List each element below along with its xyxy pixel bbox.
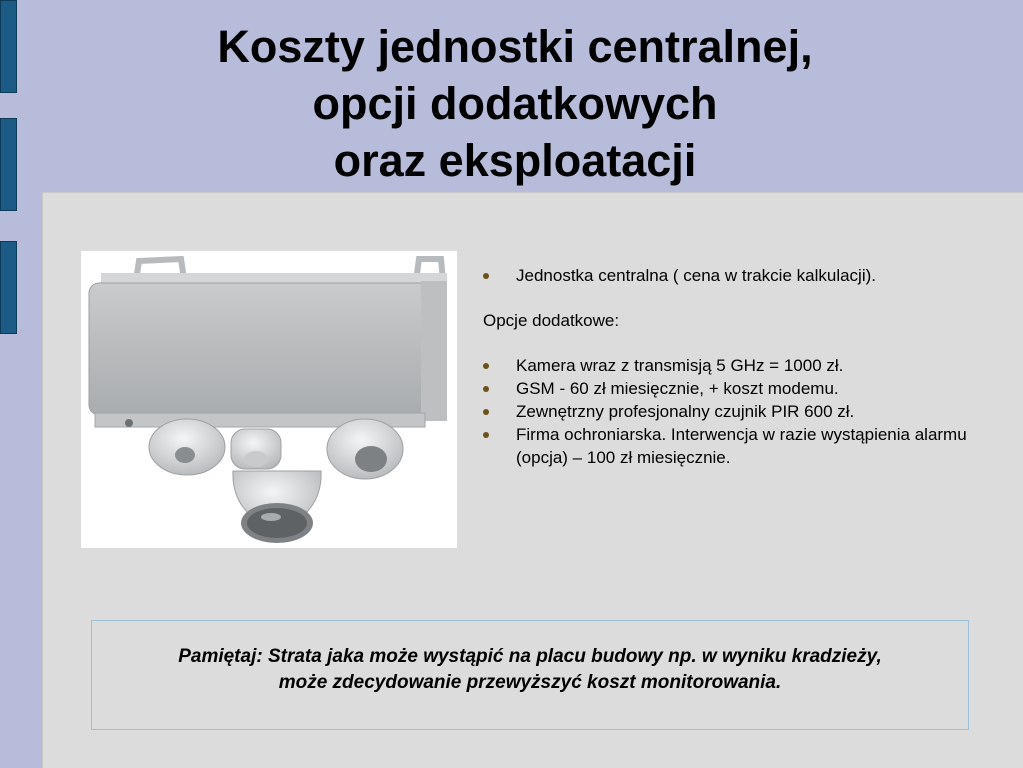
reminder-note [91, 620, 969, 730]
title-line-1: Koszty jednostki centralnej, [217, 21, 813, 72]
list-item-text: GSM - 60 zł miesięcznie, + koszt modemu. [516, 379, 839, 398]
side-tab-3 [0, 241, 17, 334]
options-heading: Opcje dodatkowe: [483, 311, 620, 330]
note-line-1: Pamiętaj: Strata jaka może wystąpić na placu budowy np. w wyniku kradzieży, [178, 646, 882, 667]
bullet-icon [483, 409, 489, 415]
list-item [483, 354, 983, 377]
bullet-icon [483, 386, 489, 392]
bullet-icon [483, 432, 489, 438]
list-item [483, 264, 983, 287]
list-item-text: Kamera wraz z transmisją 5 GHz = 1000 zł. [516, 356, 844, 375]
list-item [483, 400, 983, 423]
list-item [483, 423, 983, 469]
side-tab-1 [0, 0, 17, 93]
list-item-text: Firma ochroniarska. Interwencja w razie wystąpienia alarmu (opcja) – 100 zł miesięcznie. [516, 425, 967, 467]
side-tab-2 [0, 118, 17, 211]
title-line-3: oraz eksploatacji [333, 135, 697, 186]
list-item [483, 377, 983, 400]
bullet-icon [483, 363, 489, 369]
note-line-2: może zdecydowanie przewyższyć koszt monitorowania. [278, 672, 782, 693]
title-line-2: opcji dodatkowych [312, 78, 718, 129]
content-list [483, 264, 983, 469]
slide-title [60, 18, 970, 189]
monitoring-unit-image [81, 251, 457, 548]
list-item-text: Zewnętrzny profesjonalny czujnik PIR 600 zł. [516, 402, 855, 421]
bullet-icon [483, 273, 489, 279]
list-item-text: Jednostka centralna ( cena w trakcie kalkulacji). [516, 266, 876, 285]
